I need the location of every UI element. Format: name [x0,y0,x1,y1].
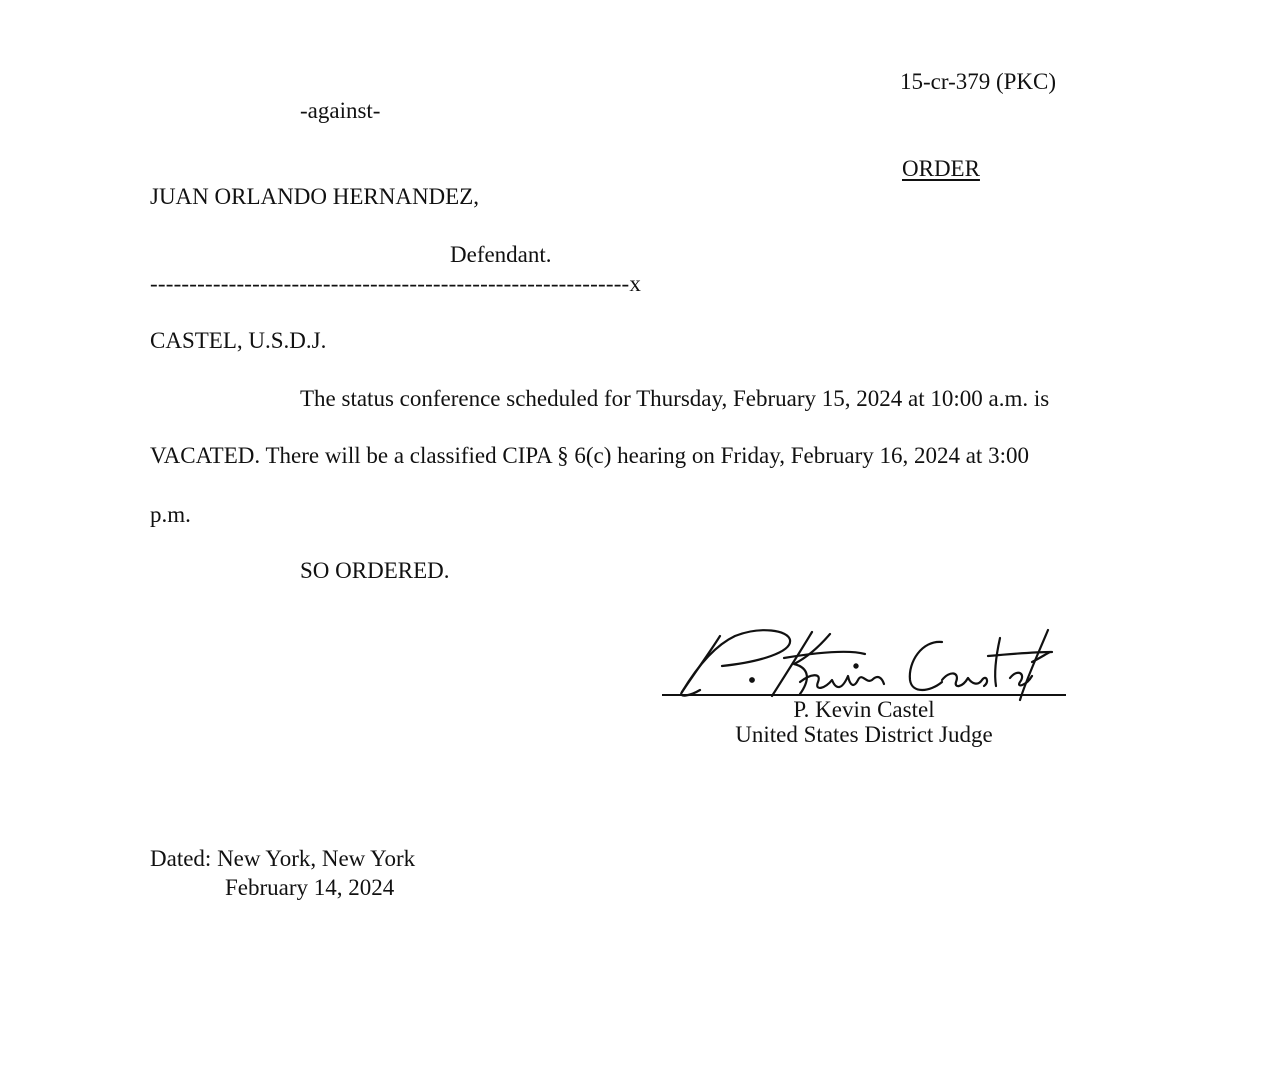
body-line-1: The status conference scheduled for Thursday, February 15, 2024 at 10:00 a.m. is [300,386,1050,411]
body-line-2: VACATED. There will be a classified CIPA § 6(c) hearing on Friday, February 16, 2024 at 3:00 [150,443,1029,468]
signature-block [662,697,1066,747]
signature-line [662,694,1066,696]
signer-title: United States District Judge [735,722,993,747]
dated-line [150,847,415,870]
defendant-name: JUAN ORLANDO HERNANDEZ, [150,184,480,209]
case-number: 15-cr-379 (PKC) [900,69,1057,94]
body-line-3: p.m. [150,502,191,527]
defendant-role: Defendant. [450,242,552,267]
caption-divider: -------------------------------------------------------------x [150,271,642,296]
judge-header: CASTEL, U.S.D.J. [150,328,327,353]
dated-label: Dated: [150,846,212,871]
against-label: -against- [300,98,381,123]
dated-place: New York, New York [217,846,416,871]
order-title: ORDER [902,156,980,181]
signer-name: P. Kevin Castel [793,697,935,722]
so-ordered: SO ORDERED. [300,558,450,583]
dated-date: February 14, 2024 [225,875,395,900]
